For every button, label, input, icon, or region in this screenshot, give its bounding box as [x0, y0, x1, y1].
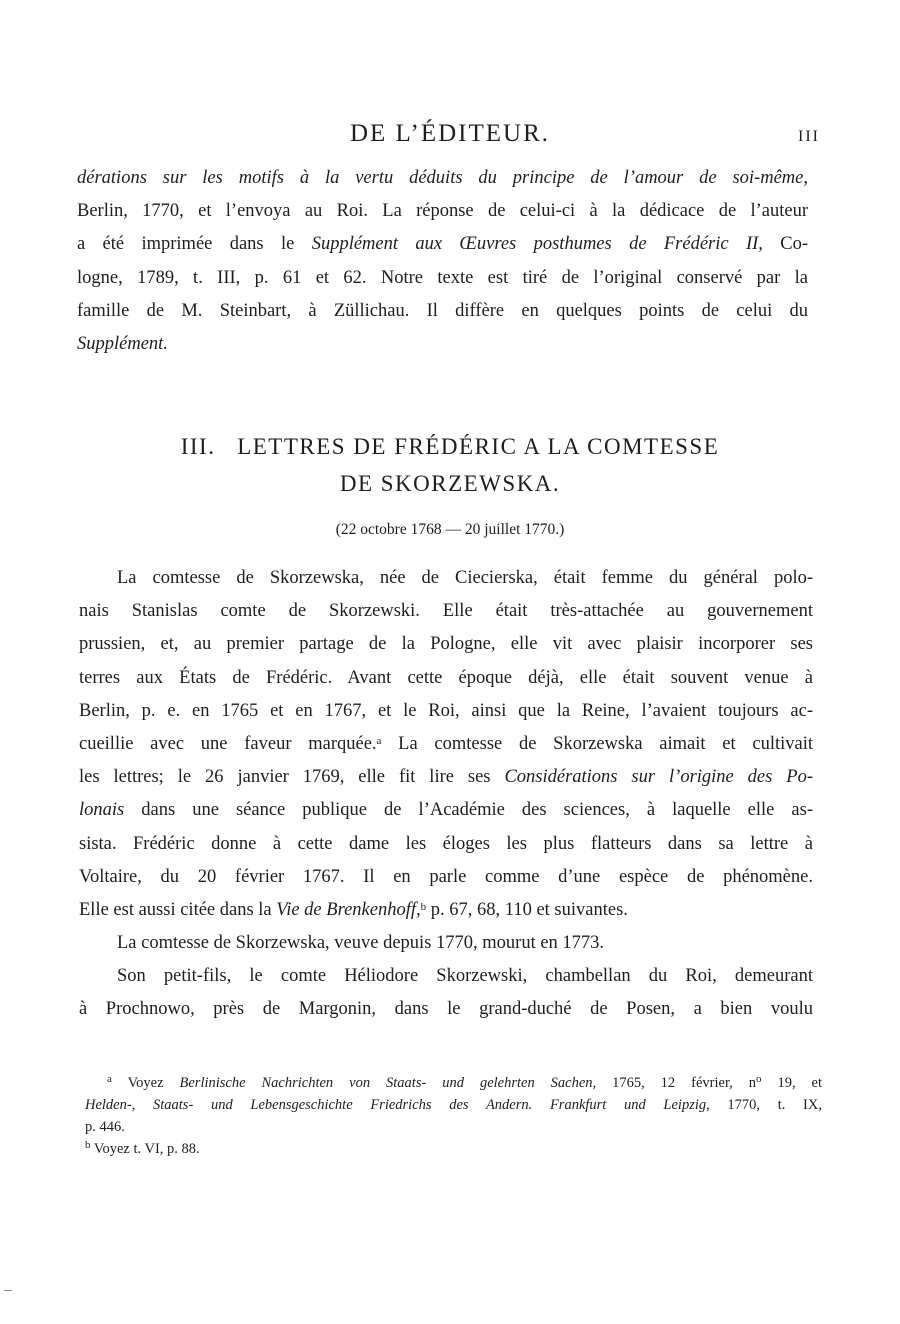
text-run: Berlin, p. e. en 1765 et en 1767, et le Roi, ainsi que la Reine, l’avaient toujours ac- [79, 700, 813, 721]
text-line [79, 595, 813, 628]
section-heading-line-1: III. LETTRES DE FRÉDÉRIC A LA COMTESSE [180, 434, 720, 459]
note-reference: o [756, 1073, 762, 1085]
text-run: Voyez t. VI, p. 88. [90, 1141, 200, 1157]
italic-text: Berlinische Nachrichten von Staats- und gelehrten Sachen, [179, 1075, 597, 1091]
note-reference: b [420, 900, 427, 913]
text-run: Elle est aussi citée dans la [79, 899, 277, 920]
text-line [77, 195, 808, 228]
italic-text: lonais [79, 800, 125, 821]
text-run: 1770, t. IX, [709, 1097, 822, 1113]
running-title: DE L’ÉDITEUR. [349, 120, 551, 147]
italic-text: Helden-, Staats- und Lebensgeschichte Friedrichs des Andern. Frankfurt und Leipzig, [85, 1097, 710, 1113]
section-heading [0, 428, 900, 502]
text-line [77, 328, 808, 361]
text-line [79, 794, 813, 827]
text-line [79, 861, 813, 894]
text-run: cueillie avec une faveur marquée. [79, 733, 377, 754]
note-reference: a [107, 1073, 112, 1085]
text-run: logne, 1789, t. III, p. 61 et 62. Notre texte est tiré de l’original conservé par la [77, 267, 808, 288]
text-run: nais Stanislas comte de Skorzewski. Elle était très-attachée au gouvernement [79, 601, 813, 622]
text-line [79, 728, 813, 761]
text-run: Voltaire, du 20 février 1767. Il en parle comme d’une espèce de phénomène. [79, 866, 813, 887]
footnote-line [85, 1138, 822, 1160]
section-heading-line-2: DE SKORZEWSKA. [339, 471, 561, 496]
footnote-line [85, 1072, 822, 1094]
text-run: prussien, et, au premier partage de la Pologne, elle vit avec plaisir incorporer ses [79, 634, 813, 655]
intro-paragraph [77, 162, 808, 361]
italic-text: Supplément. [77, 333, 168, 354]
body-paragraphs [79, 562, 813, 1027]
text-line [79, 761, 813, 794]
section-dates: (22 octobre 1768 — 20 juillet 1770.) [335, 521, 565, 538]
footnote-line [85, 1116, 822, 1138]
text-run: terres aux États de Frédéric. Avant cette époque déjà, elle était souvent venue à [79, 667, 813, 688]
text-line [77, 295, 808, 328]
page-number: III [798, 128, 820, 145]
text-run: à Prochnowo, près de Margonin, dans le grand-duché de Posen, a bien voulu [79, 999, 813, 1020]
page-header [0, 118, 900, 152]
text-line [79, 562, 813, 595]
text-run: p. 446. [85, 1119, 125, 1135]
text-run: a été imprimée dans le [77, 234, 312, 255]
text-run: les lettres; le 26 janvier 1769, elle fit lire ses [79, 767, 505, 788]
text-line [79, 695, 813, 728]
text-run: sista. Frédéric donne à cette dame les éloges les plus flatteurs dans sa lettre à [79, 833, 813, 854]
text-run: 1765, 12 février, n [596, 1075, 757, 1091]
text-run: famille de M. Steinbart, à Züllichau. Il diffère en quelques points de celui du [77, 300, 808, 321]
text-run: La comtesse de Skorzewska, née de Ciecierska, était femme du général polo- [117, 568, 813, 588]
text-line [77, 162, 808, 195]
italic-text: dérations sur les motifs à la vertu déduits du principe de l’amour de soi-même, [77, 168, 808, 188]
text-line [77, 228, 808, 261]
footnote-line [85, 1094, 822, 1116]
text-line [79, 993, 813, 1026]
text-run: Voyez [111, 1075, 180, 1091]
text-run: La comtesse de Skorzewska, veuve depuis 1770, mourut en 1773. [117, 933, 605, 954]
text-run: Son petit-fils, le comte Héliodore Skorzewski, chambellan du Roi, demeurant [117, 966, 813, 987]
text-run: p. 67, 68, 110 et suivantes. [426, 899, 628, 920]
text-run: Berlin, 1770, et l’envoya au Roi. La réponse de celui-ci à la dédicace de l’auteur [77, 201, 808, 222]
text-run: La comtesse de Skorzewska aimait et cultivait [381, 733, 813, 754]
text-run: Co- [762, 234, 808, 255]
italic-text: Considérations sur l’origine des Po- [504, 767, 813, 788]
italic-text: Supplément aux Œuvres posthumes de Frédéric II, [311, 234, 763, 255]
note-reference: b [85, 1139, 91, 1151]
text-line [79, 960, 813, 993]
text-line [79, 828, 813, 861]
text-line [79, 894, 813, 927]
footnotes [85, 1072, 822, 1160]
text-line [79, 662, 813, 695]
text-run: dans une séance publique de l’Académie des sciences, à laquelle elle as- [124, 800, 813, 821]
italic-text: Vie de Brenkenhoff, [276, 899, 421, 920]
page-edge-mark [4, 1290, 12, 1291]
note-reference: a [376, 734, 382, 747]
text-run: 19, et [761, 1075, 822, 1091]
text-line [79, 927, 813, 960]
text-line [77, 262, 808, 295]
text-line [79, 628, 813, 661]
